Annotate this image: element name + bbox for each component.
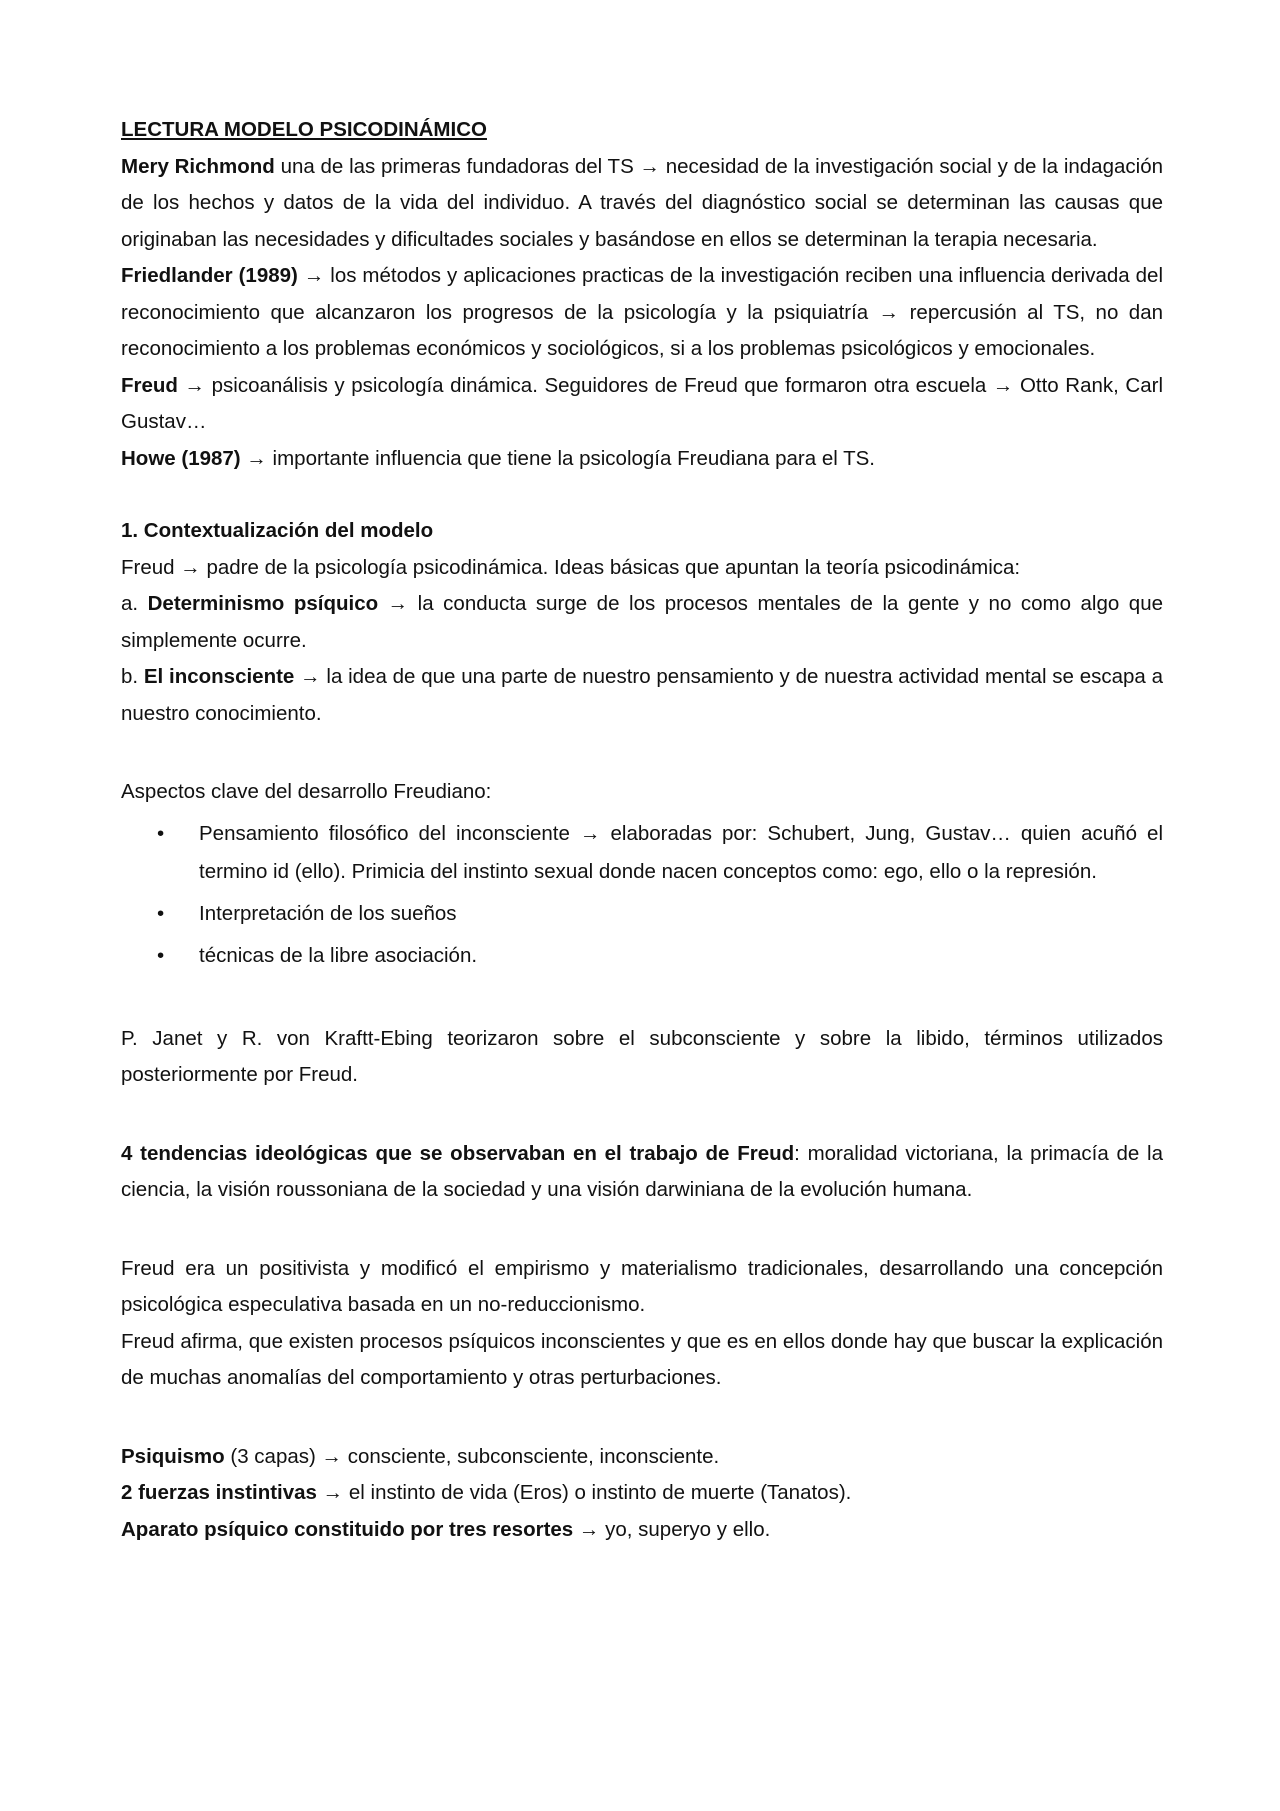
- line-aparato: Aparato psíquico constituido por tres resortes → yo, superyo y ello.: [121, 1517, 771, 1541]
- bullet-item: • Pensamiento filosófico del inconsciente → elaboradas por: Schubert, Jung, Gustav… quien acuñó el termino id (ello). Primicia del instinto sexual donde nacen conceptos como: ego, ello o la represión.: [121, 815, 1163, 891]
- aspects-list: [121, 815, 1163, 975]
- line-fuerzas: 2 fuerzas instintivas → el instinto de vida (Eros) o instinto de muerte (Tanatos).: [121, 1481, 852, 1504]
- bullet-item: • Interpretación de los sueños: [121, 895, 1163, 933]
- paragraph-friedlander: Friedlander (1989) → los métodos y aplicaciones practicas de la investigación reciben una influencia derivada del reconocimiento que alcanzaron los progresos de la psicología y la psiquiatría → repercusión al TS, no dan reconocimiento a los problemas económicos y sociológicos, si a los problemas psicológicos y emocionales.: [121, 264, 1163, 360]
- author-name: Mery Richmond: [121, 154, 275, 178]
- author-name: Friedlander (1989): [121, 264, 298, 287]
- bullet-icon: •: [157, 821, 165, 845]
- section-heading: 1. Contextualización del modelo: [121, 519, 434, 542]
- line-psiquismo: Psiquismo (3 capas) → consciente, subconsciente, inconsciente.: [121, 1444, 720, 1468]
- document-title: LECTURA MODELO PSICODINÁMICO: [121, 118, 487, 141]
- list-item-b: b. El inconsciente → la idea de que una parte de nuestro pensamiento y de nuestra actividad mental se escapa a nuestro conocimiento.: [121, 665, 1163, 725]
- paragraph-procesos: Freud afirma, que existen procesos psíquicos inconscientes y que es en ellos donde hay que buscar la explicación de muchas anomalías del comportamiento y otras perturbaciones.: [121, 1329, 1163, 1389]
- paragraph-tendencias: 4 tendencias ideológicas que se observaban en el trabajo de Freud: moralidad victoriana, la primacía de la ciencia, la visión roussoniana de la sociedad y una visión darwiniana de la evolución humana.: [121, 1141, 1163, 1201]
- aspects-heading: Aspectos clave del desarrollo Freudiano:: [121, 780, 492, 803]
- paragraph-positivista: Freud era un positivista y modificó el empirismo y materialismo tradicionales, desarrollando una concepción psicológica especulativa basada en un no-reduccionismo.: [121, 1256, 1163, 1316]
- paragraph-janet: P. Janet y R. von Kraftt-Ebing teorizaron sobre el subconsciente y sobre la libido, términos utilizados posteriormente por Freud.: [121, 1026, 1163, 1086]
- bullet-icon: •: [157, 901, 165, 925]
- author-name: Freud: [121, 373, 178, 397]
- paragraph-howe: Howe (1987) → importante influencia que tiene la psicología Freudiana para el TS.: [121, 446, 875, 470]
- bullet-icon: •: [157, 943, 165, 967]
- author-name: Howe (1987): [121, 446, 241, 470]
- section-line: Freud → padre de la psicología psicodinámica. Ideas básicas que apuntan la teoría psicodinámica:: [121, 555, 1021, 579]
- bullet-item: • técnicas de la libre asociación.: [121, 937, 1163, 975]
- paragraph-freud: Freud → psicoanálisis y psicología dinámica. Seguidores de Freud que formaron otra escuela → Otto Rank, Carl Gustav…: [121, 373, 1163, 433]
- paragraph-richmond: Mery Richmond una de las primeras fundadoras del TS → necesidad de la investigación social y de la indagación de los hechos y datos de la vida del individuo. A través del diagnóstico social se determinan las causas que originaban las necesidades y dificultades sociales y basándose en ellos se determinan la terapia necesaria.: [121, 154, 1163, 251]
- list-item-a: a. Determinismo psíquico → la conducta surge de los procesos mentales de la gente y no como algo que simplemente ocurre.: [121, 592, 1163, 652]
